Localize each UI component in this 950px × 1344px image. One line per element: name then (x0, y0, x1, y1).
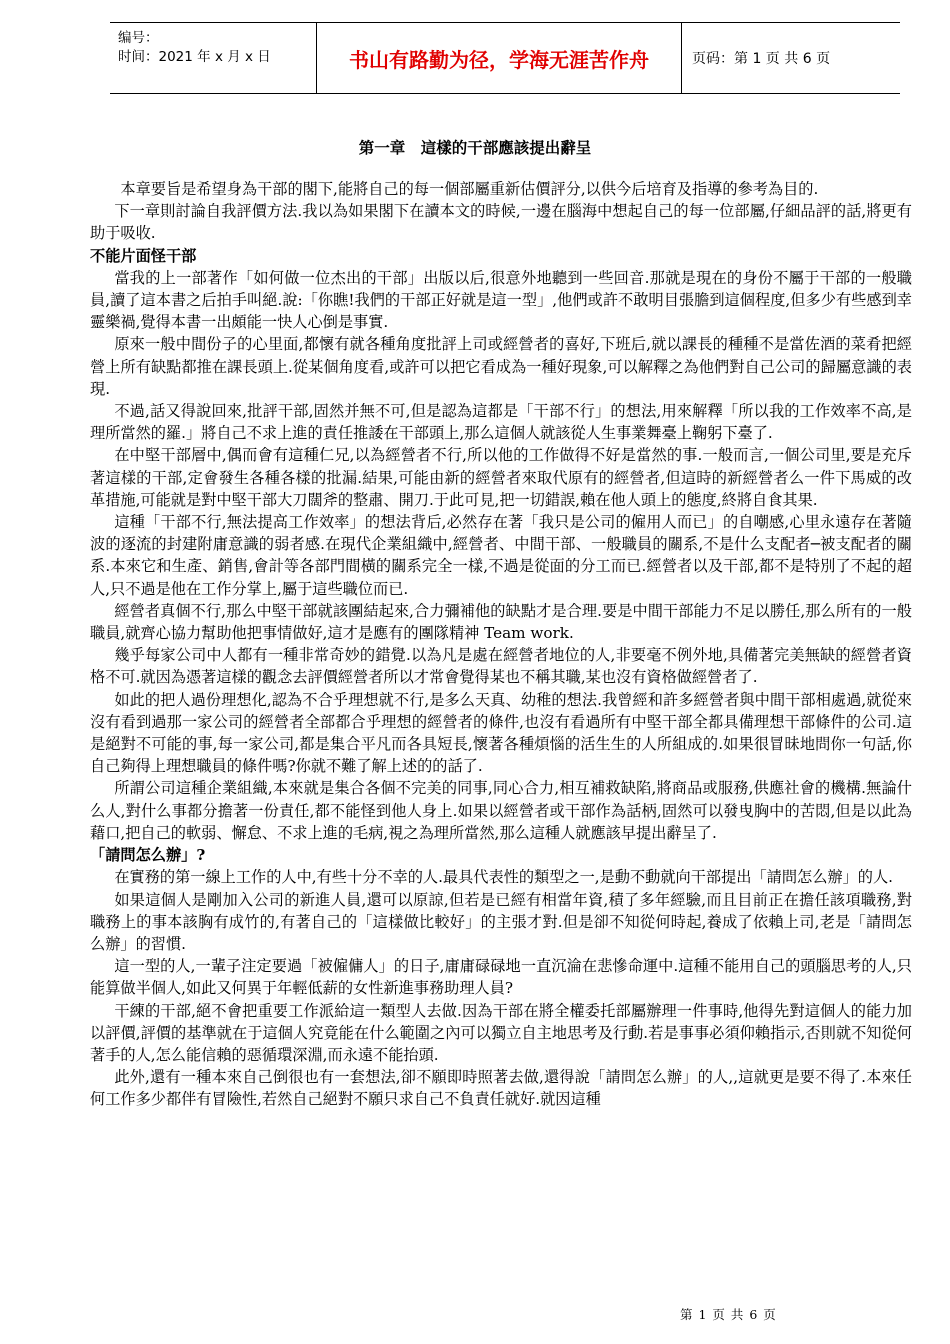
body-paragraph: 干練的干部,絕不會把重要工作派給這一類型人去做.因為干部在將全權委托部屬辦理一件事時,他得先對這個人的能力加以評價,評價的基準就在于這個人究竟能在什么範圍之內可以獨立自主地思考及行動.若是事事必須仰賴指示,否則就不知從何著手的人,怎么能信賴的惡循環深淵,而永遠不能抬頭. (90, 1001, 912, 1064)
body-paragraph: 此外,還有一種本來自己倒很也有一套想法,卻不願即時照著去做,還得說「請問怎么辦」的人,,這就更是要不得了.本來任何工作多少都伴有冒險性,若然自己絕對不願只求自己不負責任就好.就因這種 (90, 1068, 912, 1109)
section-heading: 「請問怎么辦」? (90, 846, 206, 865)
intro-paragraph: 本章要旨是希望身為干部的閣下,能將自己的每一個部屬重新估價評分,以供今后培育及指導的參考為目的. (120, 180, 819, 198)
body-paragraph: 在實務的第一線上工作的人中,有些十分不幸的人.最具代表性的類型之一,是動不動就向干部提出「請問怎么辦」的人. (114, 868, 893, 887)
header-motto: 书山有路勤为径，学海无涯苦作舟 (316, 23, 682, 93)
body-paragraph: 不過,話又得說回來,批評干部,固然并無不可,但是認為這都是「干部不行」的想法,用來解釋「所以我的工作效率不高,是理所當然的羅.」將自己不求上進的責任推諉在干部頭上,那么這個人就該從人生事業舞臺上鞠躬下臺了. (90, 402, 912, 443)
header-page-info: 页码：第 1 页 共 6 页 (692, 51, 831, 67)
body-paragraph: 在中堅干部層中,偶而會有這種仁兄,以為經營者不行,所以他的工作做得不好是當然的事.一般而言,一個公司里,要是充斥著這樣的干部,定會發生各種各樣的批漏.結果,可能由新的經營者來取代原有的經營者,但這時的新經營者么一件下馬威的改革措施,可能就是對中堅干部大刀闊斧的整肅、開刀.于此可見,把一切錯誤,賴在他人頭上的態度,終將自食其果. (90, 446, 912, 509)
body-paragraph: 幾乎每家公司中人都有一種非常奇妙的錯覺.以為凡是處在經營者地位的人,非要毫不例外地,具備著完美無缺的經營者資格不可.就因為憑著這樣的觀念去評價經營者所以才常會覺得某也不稱其職,某也沒有資格做經營者了. (90, 646, 912, 687)
body-paragraph: 這種「干部不行,無法提高工作效率」的想法背后,必然存在著「我只是公司的僱用人而已」的自嘲感,心里永遠存在著隨波的逐流的封建附庸意識的弱者感.在現代企業組織中,經營者、中間干部、一般職員的關系,不是什么支配者─被支配者的關系.本來它和生產、銷售,會計等各部門間橫的關系完全一樣,不過是從面的分工而已.經營者以及干部,都不是特別了不起的超人,只不過是他在工作分掌上,屬于這些職位而已. (90, 513, 912, 598)
chapter-title: 第一章 這樣的干部應該提出辭呈 (358, 139, 592, 157)
body-paragraph: 如此的把人過份理想化,認為不合乎理想就不行,是多么天真、幼稚的想法.我曾經和許多經營者與中間干部相處過,就從來沒有看到過那一家公司的經營者全部都合乎理想的經營者的條件,也沒有看過所有中堅干部全都具備理想干部條件的公司.這是絕對不可能的事,每一家公司,都是集合平凡而各具短長,懷著各種煩惱的活生生的人所組成的.如果很冒昧地問你一句話,你自己夠得上理想職員的條件嗎?你就不難了解上述的的話了. (90, 690, 912, 776)
body-paragraph: 原來一般中間份子的心里面,都懷有就各種角度批評上司或經營者的喜好,下班后,就以課長的種種不是當佐酒的菜肴把經營上所有缺點都推在課長頭上.從某個角度看,或許可以把它看成為一種好現象,可以解釋之為他們對自己公司的歸屬意識的表現. (90, 335, 912, 398)
body-paragraph: 所謂公司這種企業組織,本來就是集合各個不完美的同事,同心合力,相互補救缺陷,將商品或服務,供應社會的機構.無論什么人,對什么事都分擔著一份責任,都不能怪到他人身上.如果以經營者或干部作為話柄,固然可以發曳胸中的苦悶,但是以此為藉口,把自己的軟弱、懈怠、不求上進的毛病,視之為理所當然,那么這種人就應該早提出辭呈了. (90, 779, 912, 842)
document-number-label: 编号： (118, 30, 159, 46)
intro-paragraph: 下一章則討論自我評價方法.我以為如果閣下在讀本文的時候,一邊在腦海中想起自己的每一位部屬,仔細品評的話,將更有助于吸收. (90, 202, 912, 243)
body-paragraph: 如果這個人是剛加入公司的新進人員,還可以原諒,但若是已經有相當年資,積了多年經驗,而且目前正在擔任該項職務,對職務上的事本該胸有成竹的,有著自己的「這樣做比較好」的主張才對.但是卻不知從何時起,養成了依賴上司,老是「請問怎么辦」的習慣. (90, 890, 912, 953)
body-paragraph: 這一型的人,一輩子注定要過「被僱傭人」的日子,庸庸碌碌地一直沉淪在悲慘命運中.這種不能用自己的頭腦思考的人,只能算做半個人,如此又何異于年輕低薪的女性新進事務助理人員? (90, 957, 912, 998)
page-footer: 第 1 页 共 6 页 (680, 1307, 777, 1322)
section-heading: 不能片面怪干部 (90, 246, 197, 265)
document-body (90, 178, 912, 1111)
body-paragraph: 當我的上一部著作「如何做一位杰出的干部」出版以后,很意外地聽到一些回音.那就是現在的身份不屬于干部的一般職員,讀了這本書之后拍手叫絕.說:「你瞧!我們的干部正好就是這一型」,他們或許不敢明目張膽到這個程度,但多少有些感到幸靈樂禍,覺得本書一出頗能一快人心倒是事實. (90, 268, 912, 332)
body-paragraph: 經營者真個不行,那么中堅干部就該團結起來,合力彌補他的缺點才是合理.要是中間干部能力不足以勝任,那么所有的一般職員,就齊心協力幫助他把事情做好,這才是應有的團隊精神 Team work. (90, 601, 912, 643)
page-header (110, 22, 900, 94)
document-time-label: 时间：2021 年 x 月 x 日 (118, 49, 271, 65)
header-meta (118, 29, 308, 67)
